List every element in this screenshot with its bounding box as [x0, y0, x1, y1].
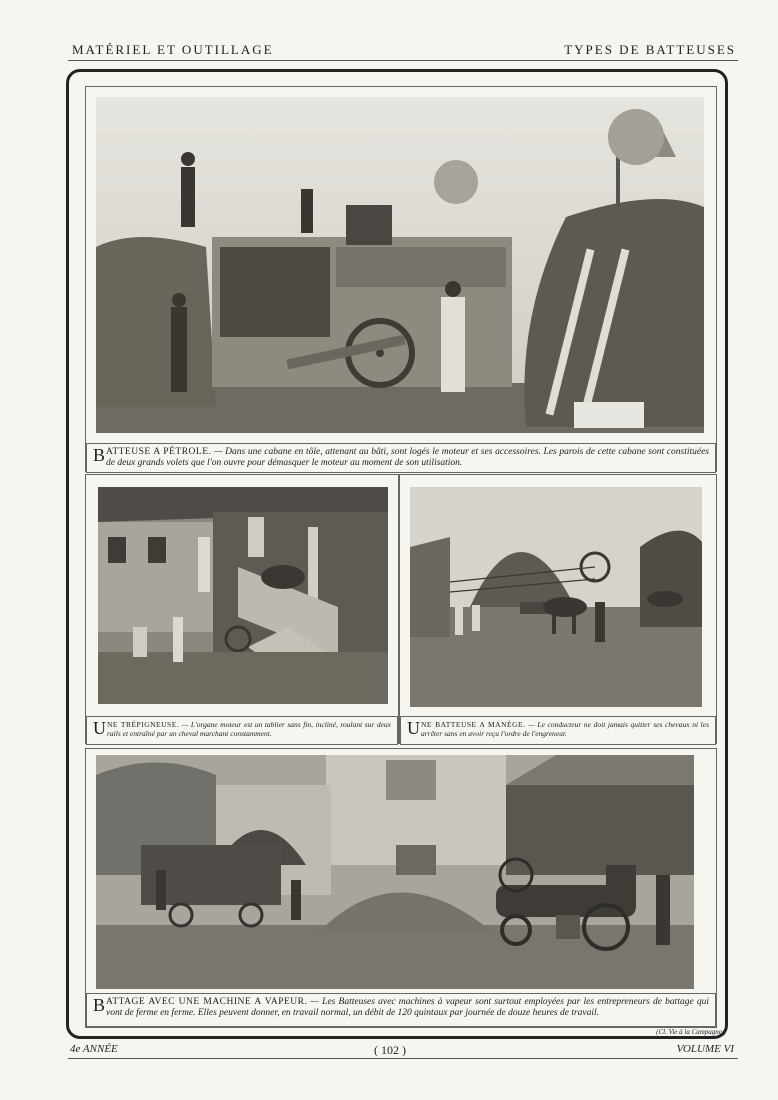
caption-steam-threshing [86, 993, 716, 1027]
photo-horse-gear-thresher [410, 487, 702, 707]
dropcap: B [93, 995, 106, 1015]
running-head-left: MATÉRIEL ET OUTILLAGE [72, 42, 274, 57]
running-head-right: TYPES DE BATTEUSES [564, 42, 736, 57]
header-rule [68, 60, 738, 61]
caption-text: — Les Batteuses avec machines à vapeur sont surtout employées par les entrepreneurs de battage qui vont de ferme en ferme. Elles peuvent donner, en travail normal, un débit de 120 quintaux par journée de douze heures de travail. [106, 997, 709, 1018]
volume-label: VOLUME VI [676, 1043, 734, 1055]
caption-title: NE BATTEUSE A MANÈGE. [421, 720, 526, 729]
photo-steam-threshing [96, 755, 694, 989]
caption-petrol-thresher [86, 443, 716, 473]
figure-treadmill [85, 474, 399, 744]
year-label: 4e ANNÉE [70, 1043, 118, 1055]
caption-horse-gear-thresher [400, 716, 716, 745]
caption-title: NE TRÉPIGNEUSE. [107, 720, 180, 729]
caption-text: — Le conducteur ne doit jamais quitter ses chevaux ni les arrêter sans en avoir reçu l'ordre de l'engreneur. [421, 720, 709, 738]
caption-title: ATTEUSE A PÉTROLE. [106, 447, 212, 457]
figure-horse-gear-thresher [399, 474, 717, 744]
footer-rule [68, 1058, 738, 1059]
figure-petrol-thresher [85, 86, 717, 472]
caption-text: — Dans une cabane en tôle, attenant au bâti, sont logés le moteur et ses accessoires. Les parois de cette cabane sont constituées de deux grands volets que l'on ouvre pour démasquer le moteur au moment de son utilisation. [106, 447, 710, 468]
caption-treadmill [86, 716, 398, 745]
figure-steam-threshing [85, 748, 717, 1028]
photo-petrol-thresher [96, 97, 704, 433]
photo-treadmill [98, 487, 388, 704]
page-frame [66, 69, 728, 1039]
dropcap: U [93, 718, 106, 738]
caption-title: ATTAGE AVEC UNE MACHINE A VAPEUR. [106, 997, 308, 1007]
photo-credit: (Cl. Vie à la Campagne.) [656, 1028, 726, 1036]
caption-text: — L'organe moteur est un tablier sans fin, incliné, roulant sur deux rails et entraîné par un cheval marchant constamment. [107, 720, 391, 738]
page-number: ( 102 ) [374, 1043, 406, 1057]
dropcap: U [407, 718, 420, 738]
dropcap: B [93, 445, 106, 465]
